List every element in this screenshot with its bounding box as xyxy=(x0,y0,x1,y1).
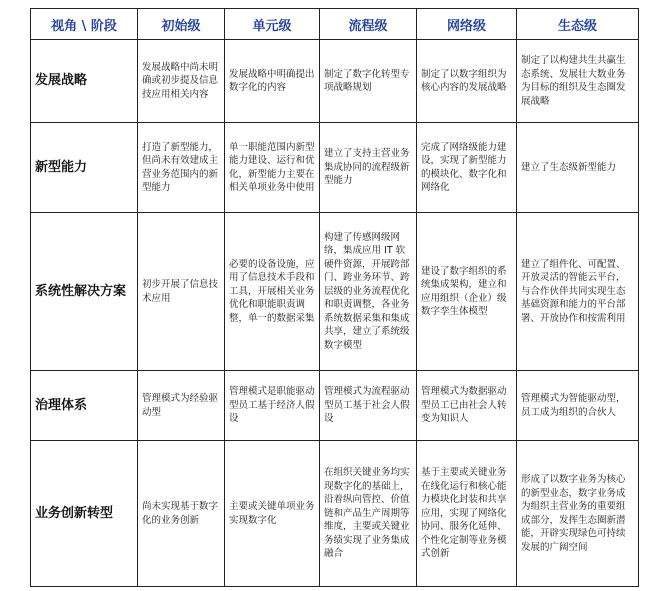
table-cell: 建立了生态级新型能力 xyxy=(517,123,639,213)
table-cell: 初步开展了信息技术应用 xyxy=(138,213,225,371)
table-cell: 必要的设备设施，应用了信息技术手段和工具，开展相关业务优化和职能职责调整，单一的数据采集 xyxy=(225,213,320,371)
header-row xyxy=(31,9,639,40)
table-cell: 管理模式为数据驱动型员工已由社会人转变为知识人 xyxy=(417,371,517,441)
header-corner: 视角 \ 阶段 xyxy=(31,9,138,40)
row-label: 治理体系 xyxy=(31,371,138,441)
table-cell: 发展战略中明确提出数字化的内容 xyxy=(225,40,320,123)
row-business-innovation xyxy=(31,441,639,587)
header-stage-process: 流程级 xyxy=(320,9,417,40)
table-cell: 制定了数字化转型专项战略规划 xyxy=(320,40,417,123)
table-cell: 发展战略中尚未明确或初步提及信息技应用相关内容 xyxy=(138,40,225,123)
table-cell: 单一职能范围内新型能力建设、运行和优化，新型能力主要在相关单项业务中使用 xyxy=(225,123,320,213)
table-cell: 形成了以数字业务为核心的新型业态，数字业务成为组织主营业务的重要组成部分，发挥生态圈新潜能，开辟实现绿色可持续发展的广阔空间 xyxy=(517,441,639,587)
row-strategy xyxy=(31,40,639,123)
table-cell: 完成了网络级能力建设，实现了新型能力的模块化、数字化和网络化 xyxy=(417,123,517,213)
row-label: 业务创新转型 xyxy=(31,441,138,587)
row-system-solution xyxy=(31,213,639,371)
table-cell: 打造了新型能力，但尚未有效建成主营业务范围内的新型能力 xyxy=(138,123,225,213)
table-cell: 基于主要或关键业务在线化运行和核心能力模块化封装和共享应用，实现了网络化协同、服务化延伸、个性化定制等业务模式创新 xyxy=(417,441,517,587)
header-stage-initial: 初始级 xyxy=(138,9,225,40)
table-cell: 制定了以构建共生共赢生态系统、发展壮大数业务为目标的组织及生态圈发展战略 xyxy=(517,40,639,123)
row-governance xyxy=(31,371,639,441)
table-cell: 在组织关键业务均实现数字化的基础上，沿着纵向管控、价值链和产品生产周期等维度，主要或关键业务绩实现了业务集成融合 xyxy=(320,441,417,587)
row-new-capability xyxy=(31,123,639,213)
table-cell: 主要或关键单项业务实现数字化 xyxy=(225,441,320,587)
row-label: 新型能力 xyxy=(31,123,138,213)
table-cell: 构建了传感网级网络，集成应用 IT 软硬件资源，开展跨部门、跨业务环节、跨层级的业务流程优化和职责调整，各业务系统数据采集和集成共享，建立了系统级数字模型 xyxy=(320,213,417,371)
maturity-matrix-table xyxy=(30,8,639,587)
table-cell: 建立了组件化、可配置、开放灵活的智能云平台，与合作伙伴共同实现生态基础资源和能力的平台部署、开放协作和按需利用 xyxy=(517,213,639,371)
table-cell: 管理模式是职能驱动型员工基于经济人假设 xyxy=(225,371,320,441)
row-label: 系统性解决方案 xyxy=(31,213,138,371)
table-cell: 管理模式为经验驱动型 xyxy=(138,371,225,441)
table-cell: 尚未实现基于数字化的业务创新 xyxy=(138,441,225,587)
table-cell: 制定了以数字组织为核心内容的发展战略 xyxy=(417,40,517,123)
header-stage-unit: 单元级 xyxy=(225,9,320,40)
table-cell: 管理模式为智能驱动型，员工成为组织的合伙人 xyxy=(517,371,639,441)
header-stage-ecosystem: 生态级 xyxy=(517,9,639,40)
table-cell: 管理模式为流程驱动型员工基于社会人假设 xyxy=(320,371,417,441)
table-cell: 建立了支持主营业务集成协同的流程级新型能力 xyxy=(320,123,417,213)
header-stage-network: 网络级 xyxy=(417,9,517,40)
row-label: 发展战略 xyxy=(31,40,138,123)
table-cell: 建设了数字组织的系统集成架构，建立和应用组织（企业）级数字孪生体模型 xyxy=(417,213,517,371)
